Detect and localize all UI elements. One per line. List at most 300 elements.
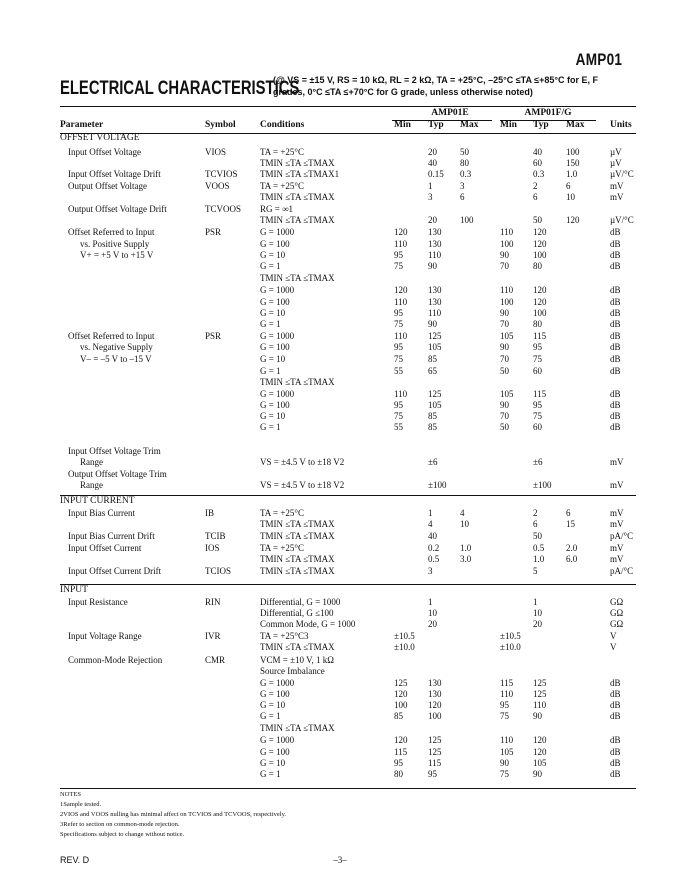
cell-conditions: TMIN ≤TA ≤TMAX xyxy=(260,377,335,387)
table-row xyxy=(0,354,680,365)
col-e-min: Min xyxy=(394,120,411,130)
table-row xyxy=(0,147,680,158)
cell-f-typ: 6 xyxy=(533,519,538,529)
cell-e-min: ±10.0 xyxy=(394,642,415,652)
cell-conditions: TMIN ≤TA ≤TMAX xyxy=(260,215,335,225)
cell-conditions: G = 100 xyxy=(260,400,290,410)
cell-param: Input Offset Voltage xyxy=(68,147,141,157)
cell-e-typ: 1 xyxy=(428,597,433,607)
cell-unit: mV xyxy=(610,554,624,564)
cell-param: vs. Positive Supply xyxy=(80,239,150,249)
cell-e-typ: 130 xyxy=(428,227,442,237)
table-row xyxy=(0,366,680,377)
cell-f-max: 6 xyxy=(566,508,571,518)
cell-param: vs. Negative Supply xyxy=(80,342,153,352)
cell-f-typ: 110 xyxy=(533,700,547,710)
cell-symbol: PSR xyxy=(205,227,222,237)
table-row xyxy=(0,642,680,653)
cell-e-min: 110 xyxy=(394,331,408,341)
title-conditions: (@ VS = ±15 V, RS = 10 kΩ, RL = 2 kΩ, TA = +25°C, –25°C ≤TA ≤+85°C for E, F grades, 0°C ≤TA ≤+70°C for G grade, unless otherwise noted) xyxy=(273,75,598,97)
cell-f-typ: 100 xyxy=(533,308,547,318)
table-row xyxy=(0,239,680,250)
cell-e-typ: 20 xyxy=(428,619,437,629)
table-row xyxy=(0,554,680,565)
table-row xyxy=(0,227,680,238)
cell-f-min: 50 xyxy=(500,422,509,432)
header-rule xyxy=(60,133,636,134)
cell-f-max: 100 xyxy=(566,147,580,157)
cell-conditions: G = 100 xyxy=(260,747,290,757)
cell-conditions: G = 1 xyxy=(260,319,281,329)
cell-conditions: G = 100 xyxy=(260,342,290,352)
table-row xyxy=(0,261,680,272)
cell-conditions: G = 1000 xyxy=(260,735,295,745)
cell-f-typ: 20 xyxy=(533,619,542,629)
cell-param: Range xyxy=(80,480,103,490)
cell-e-typ: 130 xyxy=(428,297,442,307)
cell-f-typ: 75 xyxy=(533,411,542,421)
cell-e-typ: 130 xyxy=(428,678,442,688)
cell-f-typ: 50 xyxy=(533,531,542,541)
cell-conditions: G = 10 xyxy=(260,250,286,260)
cell-e-min: 120 xyxy=(394,285,408,295)
cell-f-typ: 0.3 xyxy=(533,169,545,179)
cell-conditions: G = 100 xyxy=(260,297,290,307)
cell-e-typ: 85 xyxy=(428,422,437,432)
table-row xyxy=(0,469,680,480)
cell-f-typ: 125 xyxy=(533,678,547,688)
cell-f-typ: 1 xyxy=(533,597,538,607)
table-top-rule xyxy=(60,106,636,107)
table-row xyxy=(0,342,680,353)
table-row xyxy=(0,519,680,530)
cell-e-max: 6 xyxy=(460,192,465,202)
cell-unit: dB xyxy=(610,342,621,352)
cell-symbol: TCIB xyxy=(205,531,226,541)
cell-conditions: G = 10 xyxy=(260,700,286,710)
table-row xyxy=(0,411,680,422)
table-row xyxy=(0,689,680,700)
cell-f-max: 6 xyxy=(566,181,571,191)
cell-f-typ: 60 xyxy=(533,366,542,376)
cell-f-typ: 100 xyxy=(533,250,547,260)
cell-unit: dB xyxy=(610,239,621,249)
cell-conditions: G = 1000 xyxy=(260,285,295,295)
cell-unit: dB xyxy=(610,400,621,410)
cell-f-min: 115 xyxy=(500,678,514,688)
cell-param: Input Voltage Range xyxy=(68,631,142,641)
table-row xyxy=(0,250,680,261)
cell-e-typ: 125 xyxy=(428,735,442,745)
col-units: Units xyxy=(610,120,632,130)
table-row xyxy=(0,631,680,642)
cell-e-min: 95 xyxy=(394,758,403,768)
cell-unit: dB xyxy=(610,331,621,341)
cell-e-typ: 130 xyxy=(428,239,442,249)
cell-unit: GΩ xyxy=(610,597,624,607)
note-3: 3Refer to section on common-mode rejection. xyxy=(60,821,180,828)
cell-unit: dB xyxy=(610,366,621,376)
cell-conditions: TMIN ≤TA ≤TMAX xyxy=(260,273,335,283)
cell-f-max: 2.0 xyxy=(566,543,578,553)
cell-conditions: G = 1 xyxy=(260,711,281,721)
section-heading: INPUT CURRENT xyxy=(60,496,135,506)
cell-f-typ: 95 xyxy=(533,400,542,410)
cell-symbol: PSR xyxy=(205,331,222,341)
cell-e-typ: 105 xyxy=(428,400,442,410)
cell-conditions: G = 1000 xyxy=(260,678,295,688)
cell-unit: dB xyxy=(610,758,621,768)
cell-unit: dB xyxy=(610,354,621,364)
cell-f-max: 6.0 xyxy=(566,554,578,564)
cell-e-typ: 100 xyxy=(428,711,442,721)
table-row xyxy=(0,723,680,734)
cell-e-min: 110 xyxy=(394,297,408,307)
table-row xyxy=(0,273,680,284)
cell-f-typ: 5 xyxy=(533,566,538,576)
cell-unit: pA/°C xyxy=(610,566,634,576)
col-symbol: Symbol xyxy=(205,120,236,130)
cell-conditions: Differential, G ≤100 xyxy=(260,608,334,618)
col-e-typ: Typ xyxy=(428,120,444,130)
cell-e-min: 95 xyxy=(394,308,403,318)
cell-symbol: TCVIOS xyxy=(205,169,238,179)
cell-symbol: TCVOOS xyxy=(205,204,242,214)
cell-e-typ: 125 xyxy=(428,389,442,399)
cell-e-typ: 0.5 xyxy=(428,554,440,564)
cell-param: Input Resistance xyxy=(68,597,128,607)
cell-f-min: 110 xyxy=(500,227,514,237)
table-row xyxy=(0,215,680,226)
cell-param: Output Offset Voltage Trim xyxy=(68,469,167,479)
cell-f-min: 100 xyxy=(500,239,514,249)
cell-symbol: IB xyxy=(205,508,214,518)
cell-param: V– = –5 V to –15 V xyxy=(80,354,152,364)
column-header-row xyxy=(0,120,680,132)
table-row xyxy=(0,422,680,433)
cell-unit: dB xyxy=(610,285,621,295)
cell-unit: dB xyxy=(610,747,621,757)
cell-unit: mV xyxy=(610,508,624,518)
cell-f-typ: 40 xyxy=(533,147,542,157)
cell-f-min: 70 xyxy=(500,354,509,364)
cell-e-max: 3.0 xyxy=(460,554,472,564)
cell-conditions: G = 10 xyxy=(260,411,286,421)
cell-f-typ: 115 xyxy=(533,331,547,341)
cell-e-typ: 3 xyxy=(428,192,433,202)
cell-param: Range xyxy=(80,457,103,467)
cell-e-min: 95 xyxy=(394,342,403,352)
cell-unit: dB xyxy=(610,711,621,721)
cell-conditions: TMIN ≤TA ≤TMAX xyxy=(260,192,335,202)
table-bottom-rule xyxy=(60,788,636,789)
cell-param: Input Bias Current Drift xyxy=(68,531,155,541)
cell-f-typ: 120 xyxy=(533,285,547,295)
cell-e-typ: 125 xyxy=(428,747,442,757)
cell-conditions: TMIN ≤TA ≤TMAX xyxy=(260,723,335,733)
cell-f-typ: 75 xyxy=(533,354,542,364)
table-row xyxy=(0,566,680,577)
table-row xyxy=(0,285,680,296)
col-e-max: Max xyxy=(460,120,479,130)
cell-symbol: CMR xyxy=(205,655,226,665)
cell-symbol: VIOS xyxy=(205,147,227,157)
page-title: ELECTRICAL CHARACTERISTICS xyxy=(60,78,300,99)
cell-e-max: 4 xyxy=(460,508,465,518)
col-parameter: Parameter xyxy=(60,120,104,130)
cell-f-typ: 120 xyxy=(533,297,547,307)
cell-f-min: 110 xyxy=(500,285,514,295)
cell-conditions: G = 10 xyxy=(260,308,286,318)
table-row xyxy=(0,747,680,758)
cell-param: Output Offset Voltage xyxy=(68,181,147,191)
cell-f-typ: 120 xyxy=(533,747,547,757)
table-row xyxy=(0,181,680,192)
cell-param: Input Offset Voltage Drift xyxy=(68,169,161,179)
cell-f-min: 90 xyxy=(500,308,509,318)
cell-conditions: TMIN ≤TA ≤TMAX1 xyxy=(260,169,340,179)
cell-conditions: Common Mode, G = 1000 xyxy=(260,619,356,629)
cell-unit: GΩ xyxy=(610,619,624,629)
cell-e-typ: 4 xyxy=(428,519,433,529)
group-header-row xyxy=(0,108,680,119)
cell-f-min: 105 xyxy=(500,389,514,399)
cell-unit: pA/°C xyxy=(610,531,634,541)
cell-e-typ: 20 xyxy=(428,147,437,157)
cell-param: Input Offset Current xyxy=(68,543,142,553)
cell-unit: dB xyxy=(610,389,621,399)
cell-conditions: G = 100 xyxy=(260,239,290,249)
cell-f-min: ±10.5 xyxy=(500,631,521,641)
cell-conditions: G = 1000 xyxy=(260,331,295,341)
table-row xyxy=(0,678,680,689)
cell-e-min: 100 xyxy=(394,700,408,710)
cell-e-typ: 125 xyxy=(428,331,442,341)
cell-conditions: TMIN ≤TA ≤TMAX xyxy=(260,158,335,168)
table-row xyxy=(0,389,680,400)
note-2: 2VIOS and VOOS nulling has minimal affect on TCVIOS and TCVOOS, respectively. xyxy=(60,811,287,818)
cell-conditions: VS = ±4.5 V to ±18 V2 xyxy=(260,457,345,467)
cell-e-typ: 115 xyxy=(428,758,442,768)
cell-unit: mV xyxy=(610,519,624,529)
cell-f-min: 75 xyxy=(500,769,509,779)
cell-e-min: 55 xyxy=(394,422,403,432)
revision-label: REV. D xyxy=(60,855,90,865)
cell-unit: GΩ xyxy=(610,608,624,618)
cell-unit: mV xyxy=(610,480,624,490)
note-1: 1Sample tested. xyxy=(60,801,102,808)
cell-e-typ: 130 xyxy=(428,285,442,295)
cell-f-typ: 120 xyxy=(533,735,547,745)
cell-unit: V xyxy=(610,642,617,652)
cell-f-min: 90 xyxy=(500,250,509,260)
table-row xyxy=(0,457,680,468)
cell-unit: dB xyxy=(610,319,621,329)
cell-conditions: TMIN ≤TA ≤TMAX xyxy=(260,531,335,541)
cell-param: Input Offset Current Drift xyxy=(68,566,162,576)
cell-conditions: TMIN ≤TA ≤TMAX xyxy=(260,519,335,529)
cell-unit: mV xyxy=(610,457,624,467)
cell-conditions: TA = +25°C xyxy=(260,508,305,518)
cell-symbol: VOOS xyxy=(205,181,230,191)
table-row xyxy=(0,331,680,342)
group-header-fg: AMP01F/G xyxy=(524,108,572,118)
cell-f-typ: 80 xyxy=(533,261,542,271)
cell-e-min: 120 xyxy=(394,227,408,237)
cell-e-min: 125 xyxy=(394,678,408,688)
table-row xyxy=(0,666,680,677)
cell-f-typ: 50 xyxy=(533,215,542,225)
cell-f-min: 90 xyxy=(500,342,509,352)
cell-e-typ: 120 xyxy=(428,700,442,710)
cell-conditions: G = 100 xyxy=(260,689,290,699)
cell-unit: dB xyxy=(610,700,621,710)
cell-e-min: 120 xyxy=(394,735,408,745)
cell-f-typ: ±6 xyxy=(533,457,543,467)
cell-symbol: TCIOS xyxy=(205,566,232,576)
table-row xyxy=(0,204,680,215)
cell-unit: V xyxy=(610,631,617,641)
cell-conditions: G = 10 xyxy=(260,758,286,768)
cell-f-typ: 90 xyxy=(533,769,542,779)
section-heading: INPUT xyxy=(60,585,88,595)
page-number: –3– xyxy=(333,855,347,865)
cell-e-min: ±10.5 xyxy=(394,631,415,641)
cell-e-typ: 20 xyxy=(428,215,437,225)
table-row xyxy=(0,619,680,630)
cell-f-min: 110 xyxy=(500,735,514,745)
cell-unit: µV/°C xyxy=(610,215,634,225)
cell-f-typ: 120 xyxy=(533,239,547,249)
cell-e-min: 75 xyxy=(394,411,403,421)
cell-e-typ: 0.15 xyxy=(428,169,444,179)
col-f-max: Max xyxy=(566,120,585,130)
cell-f-min: 70 xyxy=(500,319,509,329)
cell-e-typ: 110 xyxy=(428,250,442,260)
cell-conditions: G = 1 xyxy=(260,422,281,432)
table-row xyxy=(0,377,680,388)
cell-e-typ: ±6 xyxy=(428,457,438,467)
cell-f-min: 50 xyxy=(500,366,509,376)
table-row xyxy=(0,446,680,457)
table-row xyxy=(0,608,680,619)
table-row xyxy=(0,192,680,203)
cell-f-typ: 125 xyxy=(533,689,547,699)
cell-unit: mV xyxy=(610,181,624,191)
cell-conditions: TMIN ≤TA ≤TMAX xyxy=(260,554,335,564)
cell-unit: dB xyxy=(610,227,621,237)
cell-symbol: IVR xyxy=(205,631,221,641)
cell-e-typ: ±100 xyxy=(428,480,447,490)
cell-f-typ: 6 xyxy=(533,192,538,202)
cell-conditions: TA = +25°C xyxy=(260,147,305,157)
cell-f-min: ±10.0 xyxy=(500,642,521,652)
cell-f-typ: 60 xyxy=(533,158,542,168)
section-rule xyxy=(60,495,636,496)
cell-e-typ: 40 xyxy=(428,531,437,541)
group-header-e: AMP01E xyxy=(431,108,469,118)
cell-f-typ: 2 xyxy=(533,508,538,518)
cell-e-typ: 85 xyxy=(428,411,437,421)
cell-conditions: Source Imbalance xyxy=(260,666,325,676)
cell-e-max: 1.0 xyxy=(460,543,472,553)
cell-e-min: 75 xyxy=(394,261,403,271)
cell-param: Input Offset Voltage Trim xyxy=(68,446,161,456)
cell-e-min: 75 xyxy=(394,354,403,364)
note-spec-change: Specifications subject to change without notice. xyxy=(60,831,185,838)
cell-conditions: G = 1 xyxy=(260,366,281,376)
cell-e-typ: 0.2 xyxy=(428,543,440,553)
cell-e-min: 75 xyxy=(394,319,403,329)
table-row xyxy=(0,543,680,554)
cell-e-typ: 95 xyxy=(428,769,437,779)
cell-f-typ: 90 xyxy=(533,711,542,721)
cell-f-min: 110 xyxy=(500,689,514,699)
table-row xyxy=(0,308,680,319)
table-row xyxy=(0,400,680,411)
cell-conditions: TA = +25°C xyxy=(260,181,305,191)
cell-param: V+ = +5 V to +15 V xyxy=(80,250,154,260)
table-row xyxy=(0,158,680,169)
cell-e-typ: 65 xyxy=(428,366,437,376)
cell-f-typ: ±100 xyxy=(533,480,552,490)
cell-f-typ: 120 xyxy=(533,227,547,237)
cell-f-min: 100 xyxy=(500,297,514,307)
cell-unit: dB xyxy=(610,261,621,271)
cell-param: Common-Mode Rejection xyxy=(68,655,163,665)
cell-conditions: G = 1000 xyxy=(260,227,295,237)
cell-e-typ: 105 xyxy=(428,342,442,352)
cell-unit: µV xyxy=(610,158,622,168)
table-row xyxy=(0,758,680,769)
table-row xyxy=(0,319,680,330)
cell-unit: dB xyxy=(610,689,621,699)
cell-e-min: 95 xyxy=(394,400,403,410)
cell-e-min: 110 xyxy=(394,239,408,249)
section-rule xyxy=(60,584,636,585)
part-number: AMP01 xyxy=(575,50,622,69)
cell-e-typ: 10 xyxy=(428,608,437,618)
cell-e-typ: 90 xyxy=(428,319,437,329)
table-row xyxy=(0,169,680,180)
cell-f-max: 1.0 xyxy=(566,169,578,179)
cell-f-typ: 80 xyxy=(533,319,542,329)
cell-e-typ: 130 xyxy=(428,689,442,699)
col-f-typ: Typ xyxy=(533,120,549,130)
cell-e-max: 3 xyxy=(460,181,465,191)
cell-f-typ: 10 xyxy=(533,608,542,618)
table-row xyxy=(0,480,680,491)
table-row xyxy=(0,531,680,542)
cell-conditions: RG = ∞1 xyxy=(260,204,293,214)
cell-unit: dB xyxy=(610,297,621,307)
cell-e-max: 50 xyxy=(460,147,469,157)
cell-f-min: 95 xyxy=(500,700,509,710)
cell-e-typ: 110 xyxy=(428,308,442,318)
cell-f-min: 90 xyxy=(500,400,509,410)
cell-conditions: Differential, G = 1000 xyxy=(260,597,341,607)
cell-conditions: TA = +25°C xyxy=(260,543,305,553)
table-row xyxy=(0,700,680,711)
cell-e-min: 85 xyxy=(394,711,403,721)
cell-conditions: TMIN ≤TA ≤TMAX xyxy=(260,566,335,576)
cell-f-max: 10 xyxy=(566,192,575,202)
cell-unit: dB xyxy=(610,678,621,688)
cell-f-typ: 105 xyxy=(533,758,547,768)
cell-unit: dB xyxy=(610,308,621,318)
col-f-min: Min xyxy=(500,120,517,130)
cell-symbol: IOS xyxy=(205,543,220,553)
